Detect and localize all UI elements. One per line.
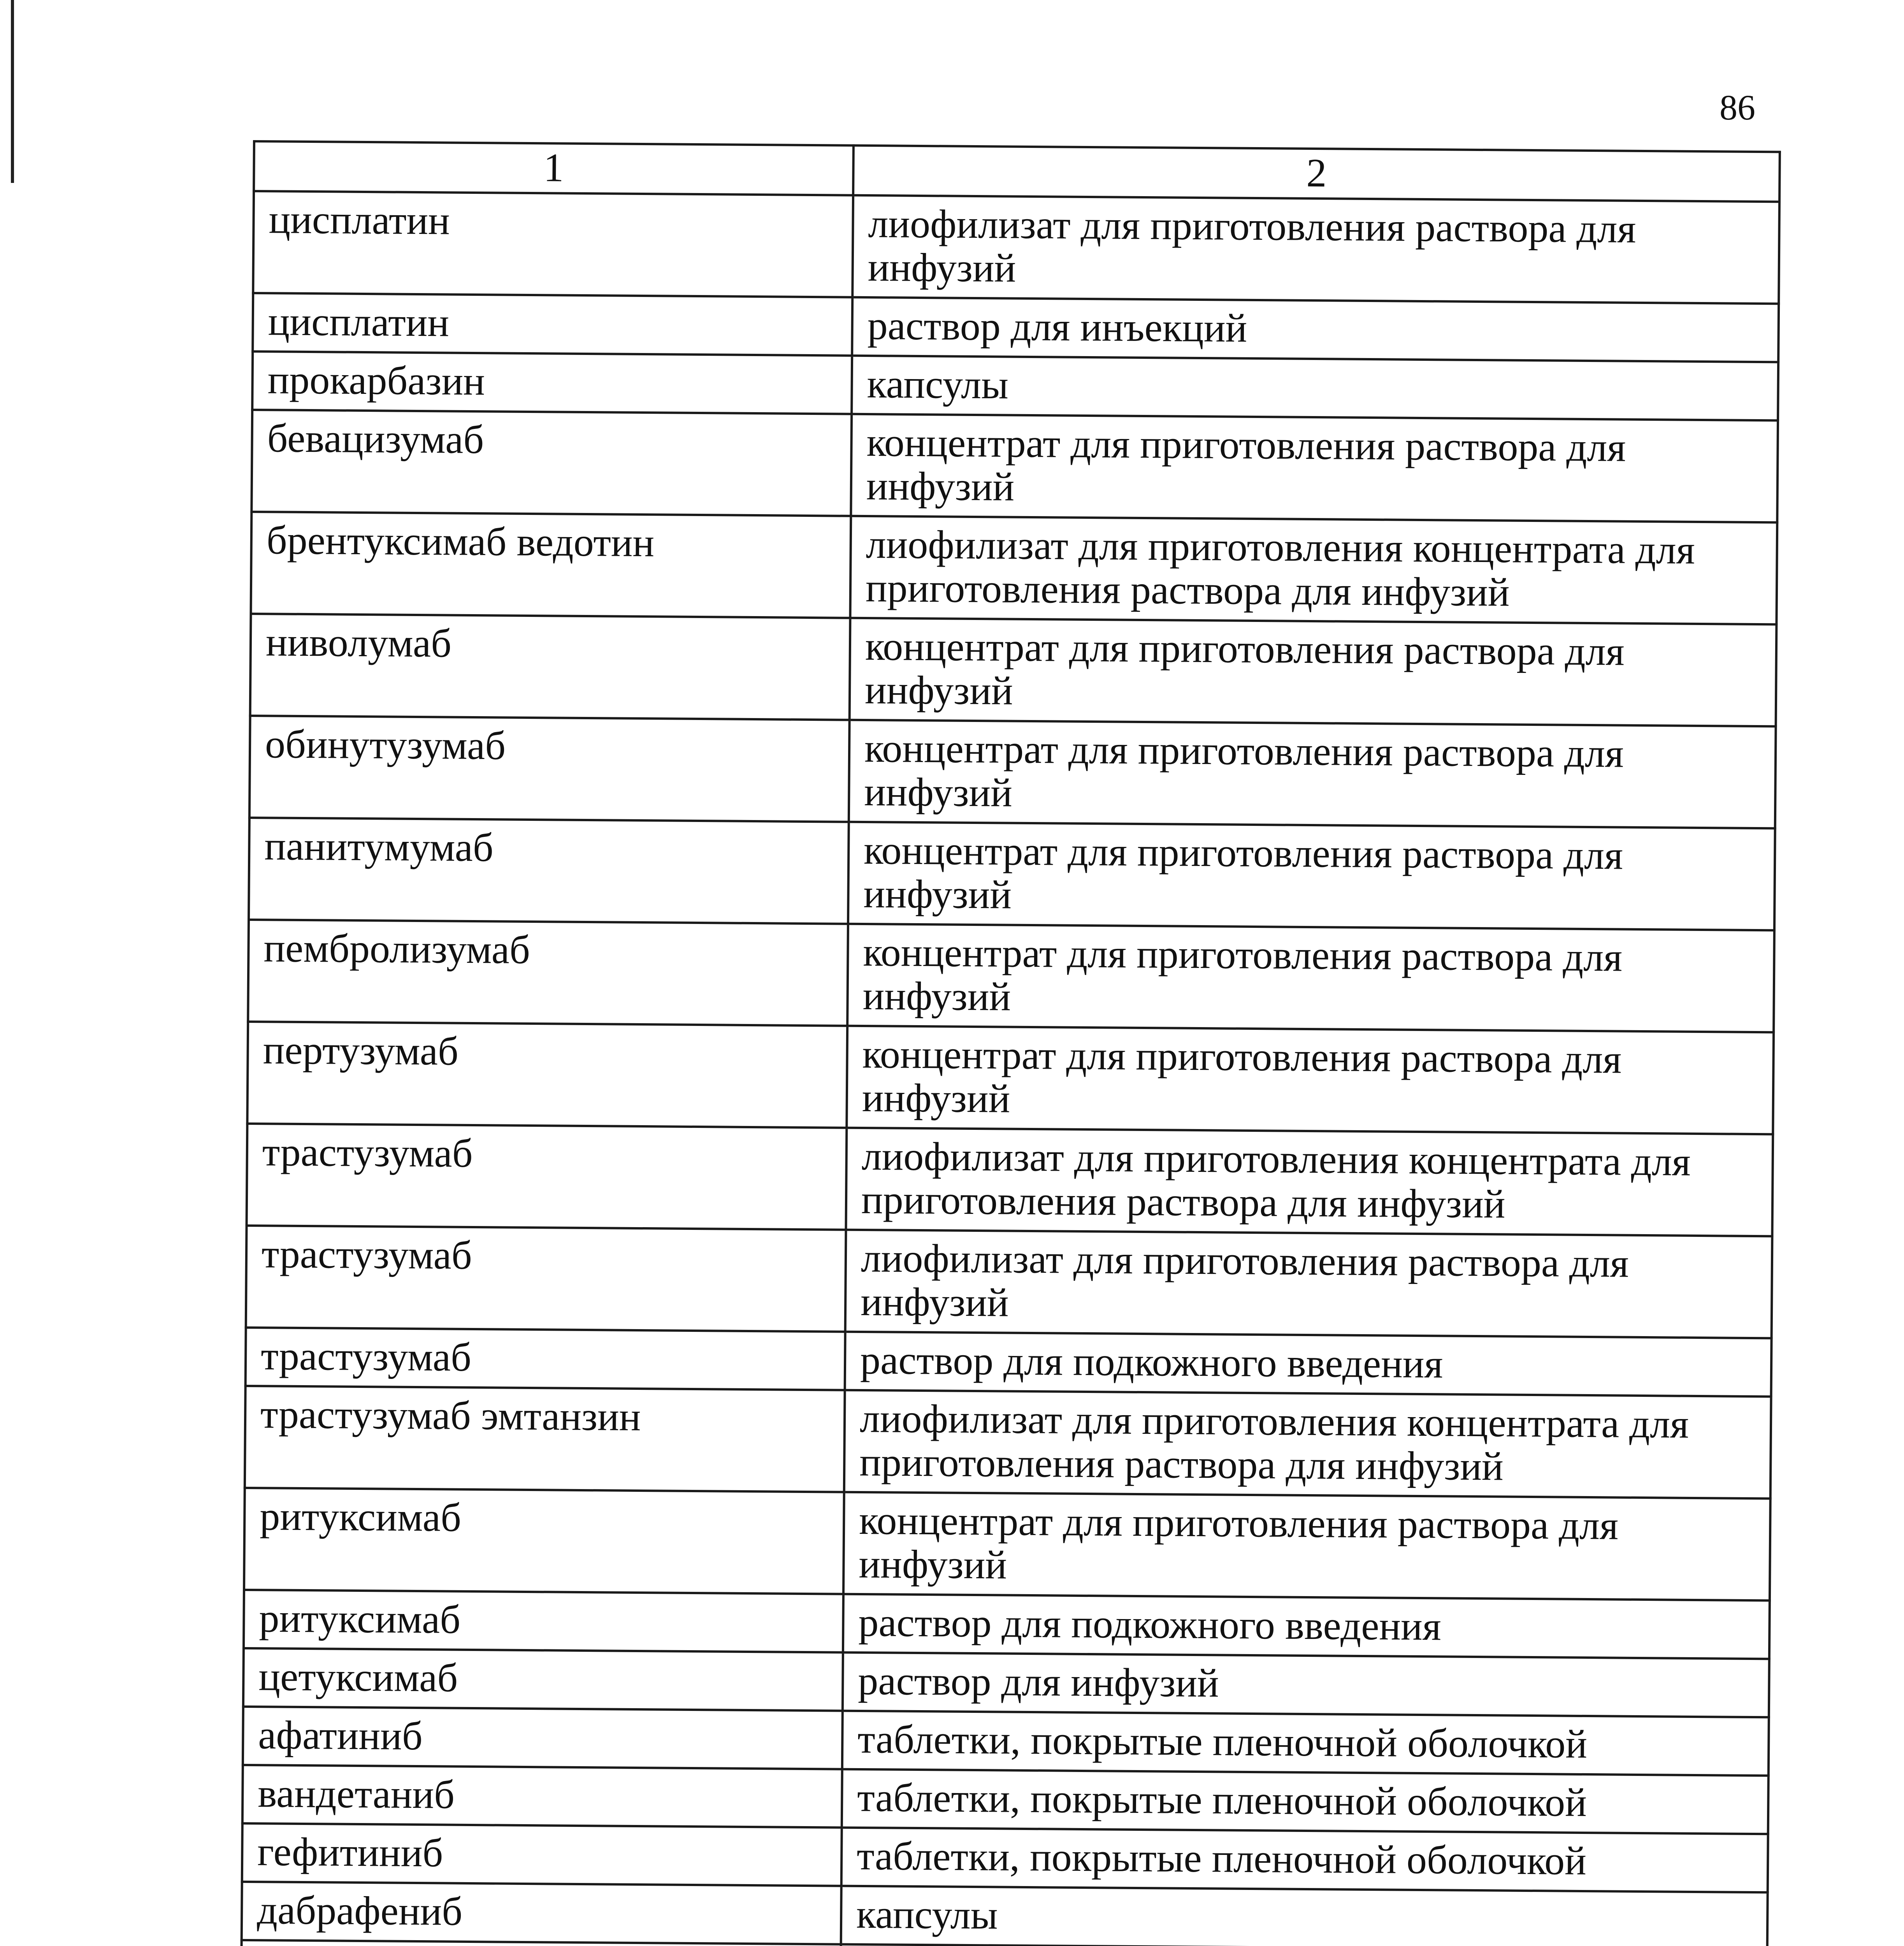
- table-row: [248, 920, 1774, 1032]
- table-row: [251, 512, 1778, 624]
- table-row: [247, 1124, 1773, 1236]
- dosage-form-cell: капсулы: [841, 1886, 1768, 1946]
- drug-name-cell: афатиниб: [243, 1707, 843, 1769]
- column-header-1: 1: [254, 141, 854, 195]
- table-row: [253, 191, 1779, 304]
- dosage-form-cell: лиофилизат для приготовления концентрата для приготовления раствора для инфузий: [846, 1128, 1773, 1236]
- dosage-form-cell: концентрат для приготовления раствора для инфузий: [851, 414, 1778, 523]
- dosage-form-cell: концентрат для приготовления раствора для инфузий: [847, 924, 1774, 1033]
- drug-name-cell: бевацизумаб: [251, 410, 852, 516]
- drug-name-cell: ритуксимаб: [244, 1488, 844, 1594]
- column-header-2: 2: [853, 146, 1780, 202]
- dosage-form-cell: таблетки, покрытые пленочной оболочкой: [841, 1828, 1768, 1893]
- table-row: [251, 410, 1778, 522]
- table-row: [246, 1226, 1772, 1338]
- drug-name-cell: трастузумаб: [246, 1328, 845, 1390]
- table-row: [244, 1488, 1771, 1600]
- drug-name-cell: цетуксимаб: [243, 1648, 843, 1711]
- table-container: [238, 140, 1778, 1946]
- table-row: [249, 716, 1776, 828]
- drug-name-cell: прокарбазин: [252, 351, 852, 414]
- drug-name-cell: дабрафениб: [242, 1882, 841, 1944]
- dosage-form-cell: лиофилизат для приготовления раствора для инфузий: [845, 1230, 1772, 1338]
- drug-name-cell: брентуксимаб ведотин: [251, 512, 851, 618]
- table-row: [242, 1765, 1769, 1834]
- table-row: [242, 1882, 1768, 1946]
- table-row: [245, 1386, 1771, 1498]
- page-number: 86: [1720, 88, 1755, 127]
- table-row: [247, 1022, 1774, 1134]
- dosage-form-cell: таблетки, покрытые пленочной оболочкой: [842, 1711, 1769, 1776]
- table-row: [253, 293, 1779, 362]
- table-row: [249, 818, 1775, 930]
- table-row: [244, 1590, 1770, 1659]
- table-row: [243, 1648, 1769, 1717]
- drug-name-cell: трастузумаб: [246, 1226, 846, 1332]
- drug-name-cell: трастузумаб: [247, 1124, 847, 1230]
- dosage-form-cell: концентрат для приготовления раствора для инфузий: [843, 1492, 1771, 1601]
- dosage-form-cell: раствор для подкожного введения: [843, 1594, 1770, 1659]
- table-body: [239, 191, 1779, 1946]
- drug-name-cell: ритуксимаб: [244, 1590, 843, 1653]
- dosage-form-cell: лиофилизат для приготовления концентрата для приготовления раствора для инфузий: [844, 1390, 1771, 1499]
- drug-name-cell: обинутузумаб: [249, 716, 850, 822]
- table-row: [246, 1328, 1772, 1396]
- table-row: [252, 351, 1778, 420]
- dosage-form-cell: концентрат для приготовления раствора для инфузий: [848, 822, 1775, 931]
- dosage-form-cell: лиофилизат для приготовления раствора для инфузий: [852, 195, 1779, 304]
- dosage-form-cell: раствор для подкожного введения: [845, 1332, 1772, 1397]
- dosage-form-cell: таблетки, покрытые пленочной оболочкой: [842, 1769, 1769, 1834]
- dosage-form-cell: концентрат для приготовления раствора для инфузий: [847, 1026, 1774, 1135]
- drug-name-cell: пертузумаб: [247, 1022, 847, 1128]
- dosage-form-cell: раствор для инфузий: [843, 1653, 1769, 1718]
- drug-table: [238, 140, 1781, 1946]
- dosage-form-cell: концентрат для приготовления раствора для инфузий: [850, 618, 1777, 727]
- table-row: [242, 1823, 1768, 1892]
- table-row: [243, 1707, 1769, 1776]
- drug-name-cell: пембролизумаб: [248, 920, 848, 1026]
- drug-name-cell: ниволумаб: [250, 614, 850, 720]
- dosage-form-cell: капсулы: [852, 356, 1778, 421]
- dosage-form-cell: раствор для инъекций: [852, 297, 1779, 362]
- drug-name-cell: трастузумаб эмтанзин: [245, 1386, 845, 1492]
- drug-name-cell: гефитиниб: [242, 1823, 842, 1886]
- drug-name-cell: панитумумаб: [249, 818, 849, 924]
- drug-name-cell: цисплатин: [253, 191, 853, 297]
- dosage-form-cell: концентрат для приготовления раствора для инфузий: [849, 720, 1776, 829]
- drug-name-cell: цисплатин: [253, 293, 852, 356]
- drug-name-cell: вандетаниб: [242, 1765, 842, 1828]
- table-row: [250, 614, 1777, 726]
- scan-edge-mark: [11, 0, 14, 183]
- dosage-form-cell: лиофилизат для приготовления концентрата для приготовления раствора для инфузий: [850, 516, 1777, 625]
